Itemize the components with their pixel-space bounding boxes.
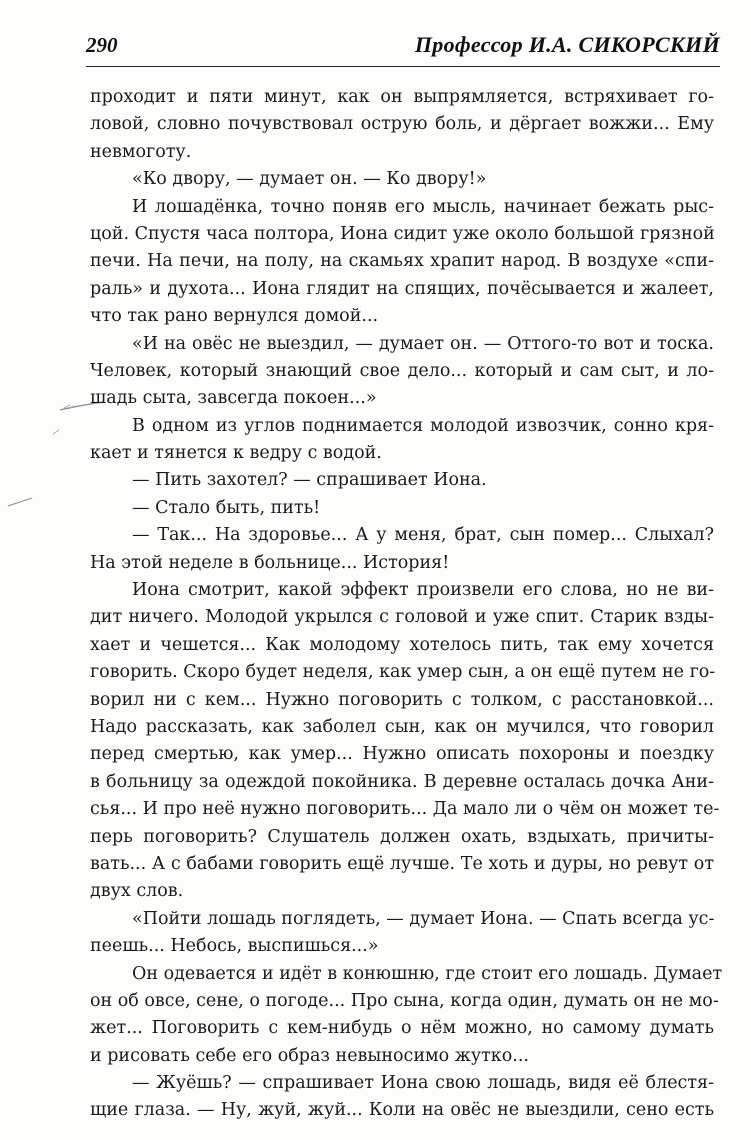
text-line: что так рано вернулся домой... — [90, 306, 379, 327]
text-line: — Так... На здоровье... А у меня, брат, сын помер... Слыхал? — [132, 525, 714, 546]
text-line: жет... Поговорить с кем-нибудь о нём можно, но самому думать — [90, 1018, 714, 1039]
text-line: И лошадёнка, точно поняв его мысль, начинает бежать рыс- — [132, 196, 714, 217]
text-line: ворил ни с кем... Нужно поговорить с толком, с расстановкой... — [90, 689, 714, 710]
text-line: вать... А с бабами говорить ещё лучше. Те хоть и дуры, но ревут от — [90, 853, 714, 874]
pencil-dot-icon — [50, 426, 64, 438]
running-title: Профессор И.А. СИКОРСКИЙ — [414, 32, 720, 57]
pencil-stroke-icon — [6, 494, 36, 510]
header-rule — [86, 66, 720, 67]
text-line: Человек, который знающий свое дело... который и сам сыт, и ло- — [90, 360, 714, 381]
text-line: невмоготу. — [90, 141, 192, 162]
text-line: кает и тянется к ведру с водой. — [90, 443, 382, 464]
text-line: и рисовать себе его образ невыносимо жутко... — [90, 1045, 529, 1066]
text-line: «Ко двору, — думает он. — Ко двору!» — [132, 169, 487, 190]
text-line: сья... И про неё нужно поговорить... Да мало ли о чём он может те- — [90, 799, 720, 820]
text-line: хает и чешется... Как молодому хотелось пить, так ему хочется — [90, 634, 714, 655]
text-line: пеешь... Небось, выспишься...» — [90, 936, 379, 957]
text-line: проходит и пяти минут, как он выпрямляется, встряхивает го- — [90, 87, 714, 107]
body-text — [90, 84, 723, 1125]
text-line: — Жуёшь? — спрашивает Иона свою лошадь, видя её блестя- — [132, 1073, 714, 1094]
running-header — [86, 32, 720, 66]
text-line: цой. Спустя часа полтора, Иона сидит уже около большой грязной — [90, 223, 715, 244]
text-line: говорить. Скоро будет неделя, как умер сын, а он ещё путем не го- — [90, 662, 716, 683]
text-line: шадь сыта, завсегда покоен...» — [90, 388, 377, 409]
text-line: двух слов. — [90, 881, 184, 902]
text-line: в больницу за одеждой покойника. В деревне осталась дочка Ани- — [90, 771, 714, 792]
text-line: раль» и духота... Иона глядит на спящих, почёсывается и жалеет, — [90, 278, 714, 299]
text-line: — Пить захотел? — спрашивает Иона. — [132, 470, 487, 491]
text-line: Он одевается и идёт в конюшню, где стоит его лошадь. Думает — [132, 963, 723, 984]
text-line: перь поговорить? Слушатель должен охать, вздыхать, причиты- — [90, 826, 714, 847]
text-line: «Пойти лошадь поглядеть, — думает Иона. — Спать всегда ус- — [132, 908, 715, 929]
text-line: он об овсе, сене, о погоде... Про сына, когда один, думать он не мо- — [90, 990, 719, 1011]
text-line: В одном из углов поднимается молодой извозчик, сонно кря- — [132, 415, 714, 436]
text-line: Иона смотрит, какой эффект произвели его слова, но не ви- — [132, 580, 714, 601]
text-line: — Стало быть, пить! — [132, 497, 321, 518]
text-line: На этой неделе в больнице... История! — [90, 552, 450, 573]
text-line: перед смертью, как умер... Нужно описать похороны и поездку — [90, 744, 714, 765]
page-number: 290 — [86, 33, 118, 57]
text-line: дит ничего. Молодой укрылся с головой и уже спит. Старик взды- — [90, 607, 714, 628]
text-line: печи. На печи, на полу, на скамьях храпит народ. В воздухе «спи- — [90, 251, 714, 272]
text-line: щие глаза. — Ну, жуй, жуй... Коли на овёс не выездили, сено есть — [90, 1100, 714, 1121]
text-line: «И на овёс не выездил, — думает он. — Оттого-то вот и тоска. — [132, 333, 714, 354]
text-line: ловой, словно почувствовал острую боль, и дёргает вожжи... Ему — [90, 114, 714, 135]
text-line: Надо рассказать, как заболел сын, как он мучился, что говорил — [90, 716, 714, 737]
